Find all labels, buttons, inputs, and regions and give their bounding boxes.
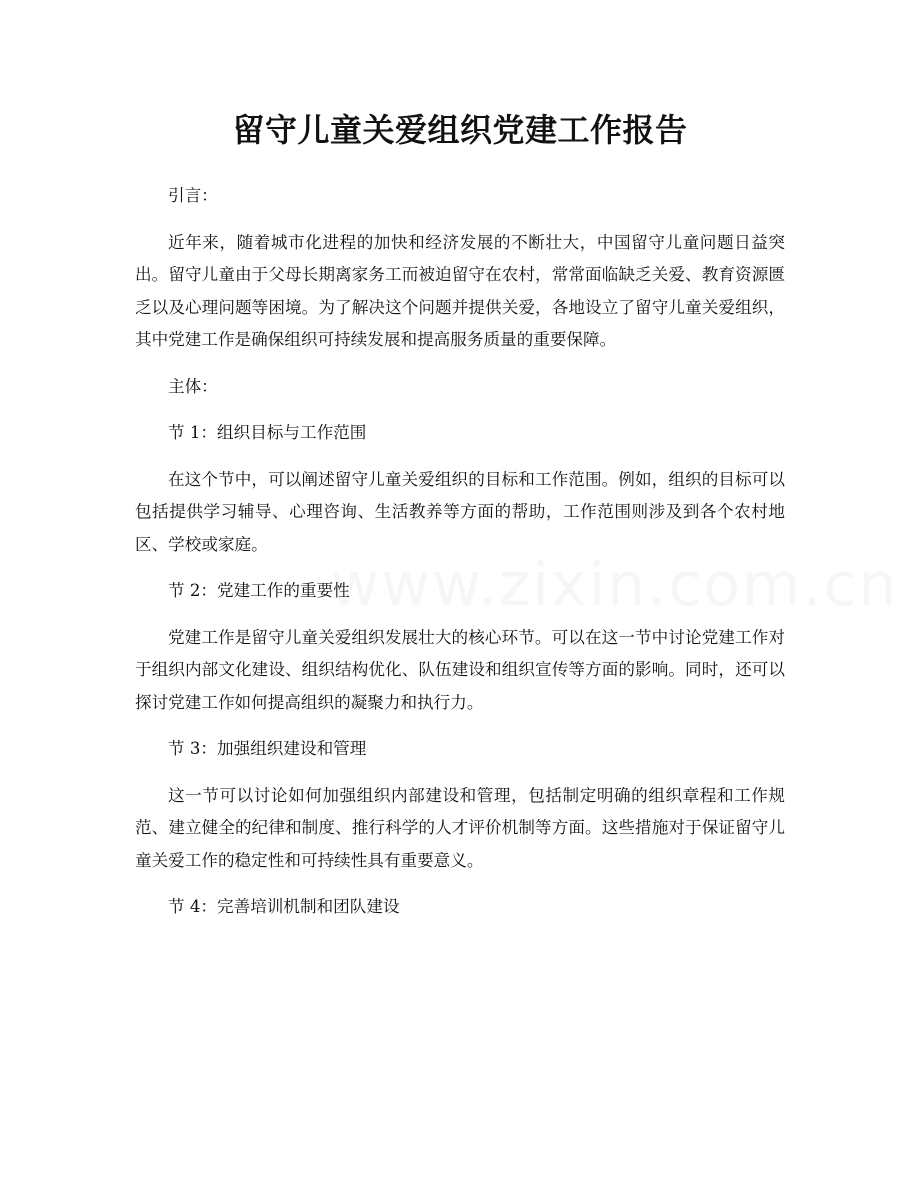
section-2-paragraph: 党建工作是留守儿童关爱组织发展壮大的核心环节。可以在这一节中讨论党建工作对于组织内部文化建设、组织结构优化、队伍建设和组织宣传等方面的影响。同时，还可以探讨党建工作如何提高组织的凝聚力和执行力。: [135, 627, 785, 712]
section-3-paragraph: 这一节可以讨论如何加强组织内部建设和管理，包括制定明确的组织章程和工作规范、建立健全的纪律和制度、推行科学的人才评价机制等方面。这些措施对于保证留守儿童关爱工作的稳定性和可持续性具有重要意义。: [135, 785, 785, 870]
intro-heading: 引言：: [168, 186, 218, 205]
section-2-heading: 节 2：党建工作的重要性: [168, 581, 350, 600]
section-3-heading: 节 3：加强组织建设和管理: [168, 739, 367, 758]
intro-paragraph: 近年来，随着城市化进程的加快和经济发展的不断壮大，中国留守儿童问题日益突出。留守儿童由于父母长期离家务工而被迫留守在农村，常常面临缺乏关爱、教育资源匮乏以及心理问题等困境。为了解决这个问题并提供关爱，各地设立了留守儿童关爱组织，其中党建工作是确保组织可持续发展和提高服务质量的重要保障。: [135, 232, 785, 349]
section-4-heading: 节 4：完善培训机制和团队建设: [168, 897, 400, 916]
document-title: 留守儿童关爱组织党建工作报告: [232, 111, 688, 149]
section-1-heading: 节 1：组织目标与工作范围: [168, 423, 367, 442]
section-1-paragraph: 在这个节中，可以阐述留守儿童关爱组织的目标和工作范围。例如，组织的目标可以包括提供学习辅导、心理咨询、生活教养等方面的帮助，工作范围则涉及到各个农村地区、学校或家庭。: [135, 469, 785, 554]
document-body: [135, 180, 785, 938]
main-heading: 主体：: [168, 376, 218, 396]
